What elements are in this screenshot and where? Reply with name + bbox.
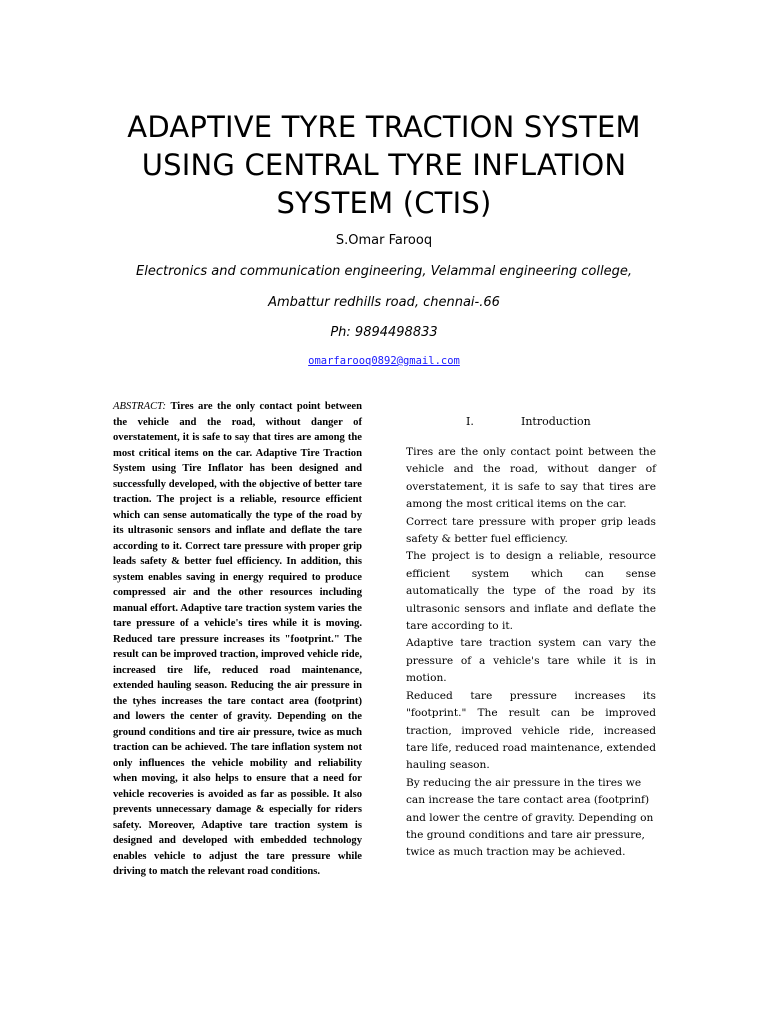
section-number: I. [466,415,474,428]
title-line: ADAPTIVE TYRE TRACTION SYSTEM [127,110,641,144]
email-link[interactable]: omarfarooq0892@gmail.com [308,355,460,367]
introduction-body [406,444,656,862]
phone-number: Ph: 9894498833 [330,325,438,340]
paper-title [60,108,708,222]
paragraph: By reducing the air pressure in the tires we can increase the tare contact area (footprinf) and lower the centre of gravity. Depending on the ground conditions and tare air pressure, twice as much traction may be achieved. [406,776,654,859]
title-line: USING CENTRAL TYRE INFLATION [141,148,627,182]
abstract-body: Tires are the only contact point between the vehicle and the road, without danger of overstatement, it is safe to say that tires are among the most critical items on the car. Adaptive Tire Traction System using Tire Inflator has been designed and successfully developed, with the objective of better tare traction. The project is a reliable, resource efficient which can sense automatically the type of the road by its ultrasonic sensors and inflate and deflate the tare according to it. Correct tare pressure with proper grip leads safety & better fuel efficiency. In addition, this system enables saving in energy required to produce compressed air and the other resources including manual effort. Adaptive tare traction system varies the tare pressure of a vehicle's tires while it is moving. Reduced tare pressure increases its "footprint." The result can be improved traction, improved vehicle ride, increased tire life, reduced road maintenance, extended hauling season. Reducing the air pressure in the tyhes increases the tare contact area (footprint) and lowers the center of gravity. Depending on the ground conditions and tire air pressure, twice as much traction can be achieved. The tare inflation system not only influences the vehicle mobility and reliability when moving, it also helps to ensure that a need for vehicle recoveries is avoided as far as possible. It also prevents unnecessary damage & especially for riders safety. Moreover, Adaptive tare traction system is designed and developed with embedded technology enables vehicle to adjust the tare pressure while driving to match the relevant road conditions. [113,401,362,877]
paragraph: Correct tare pressure with proper grip leads safety & better fuel efficiency. [406,515,656,546]
section-title: Introduction [521,415,591,428]
abstract-block [113,399,362,880]
paragraph: Reduced tare pressure increases its "footprint." The result can be improved traction, improved vehicle ride, increased tare life, reduced road maintenance, extended hauling season. [406,689,656,772]
affiliation-address: Ambattur redhills road, chennai-.66 [268,295,500,310]
paragraph: Adaptive tare traction system can vary the pressure of a vehicle's tare while it is in motion. [406,637,656,685]
author-name: S.Omar Farooq [335,233,433,248]
title-line: SYSTEM (CTIS) [276,186,492,220]
abstract-label: ABSTRACT: [113,401,171,412]
paragraph: Tires are the only contact point between the vehicle and the road, without danger of overstatement, it is safe to say that tires are among the most critical items on the car. [406,446,656,511]
affiliation-line: Electronics and communication engineering, Velammal engineering college, [136,264,632,279]
paragraph: The project is to design a reliable, resource efficient system which can sense automatically the type of the road by its ultrasonic sensors and inflate and deflate the tare according to it. [406,550,656,633]
